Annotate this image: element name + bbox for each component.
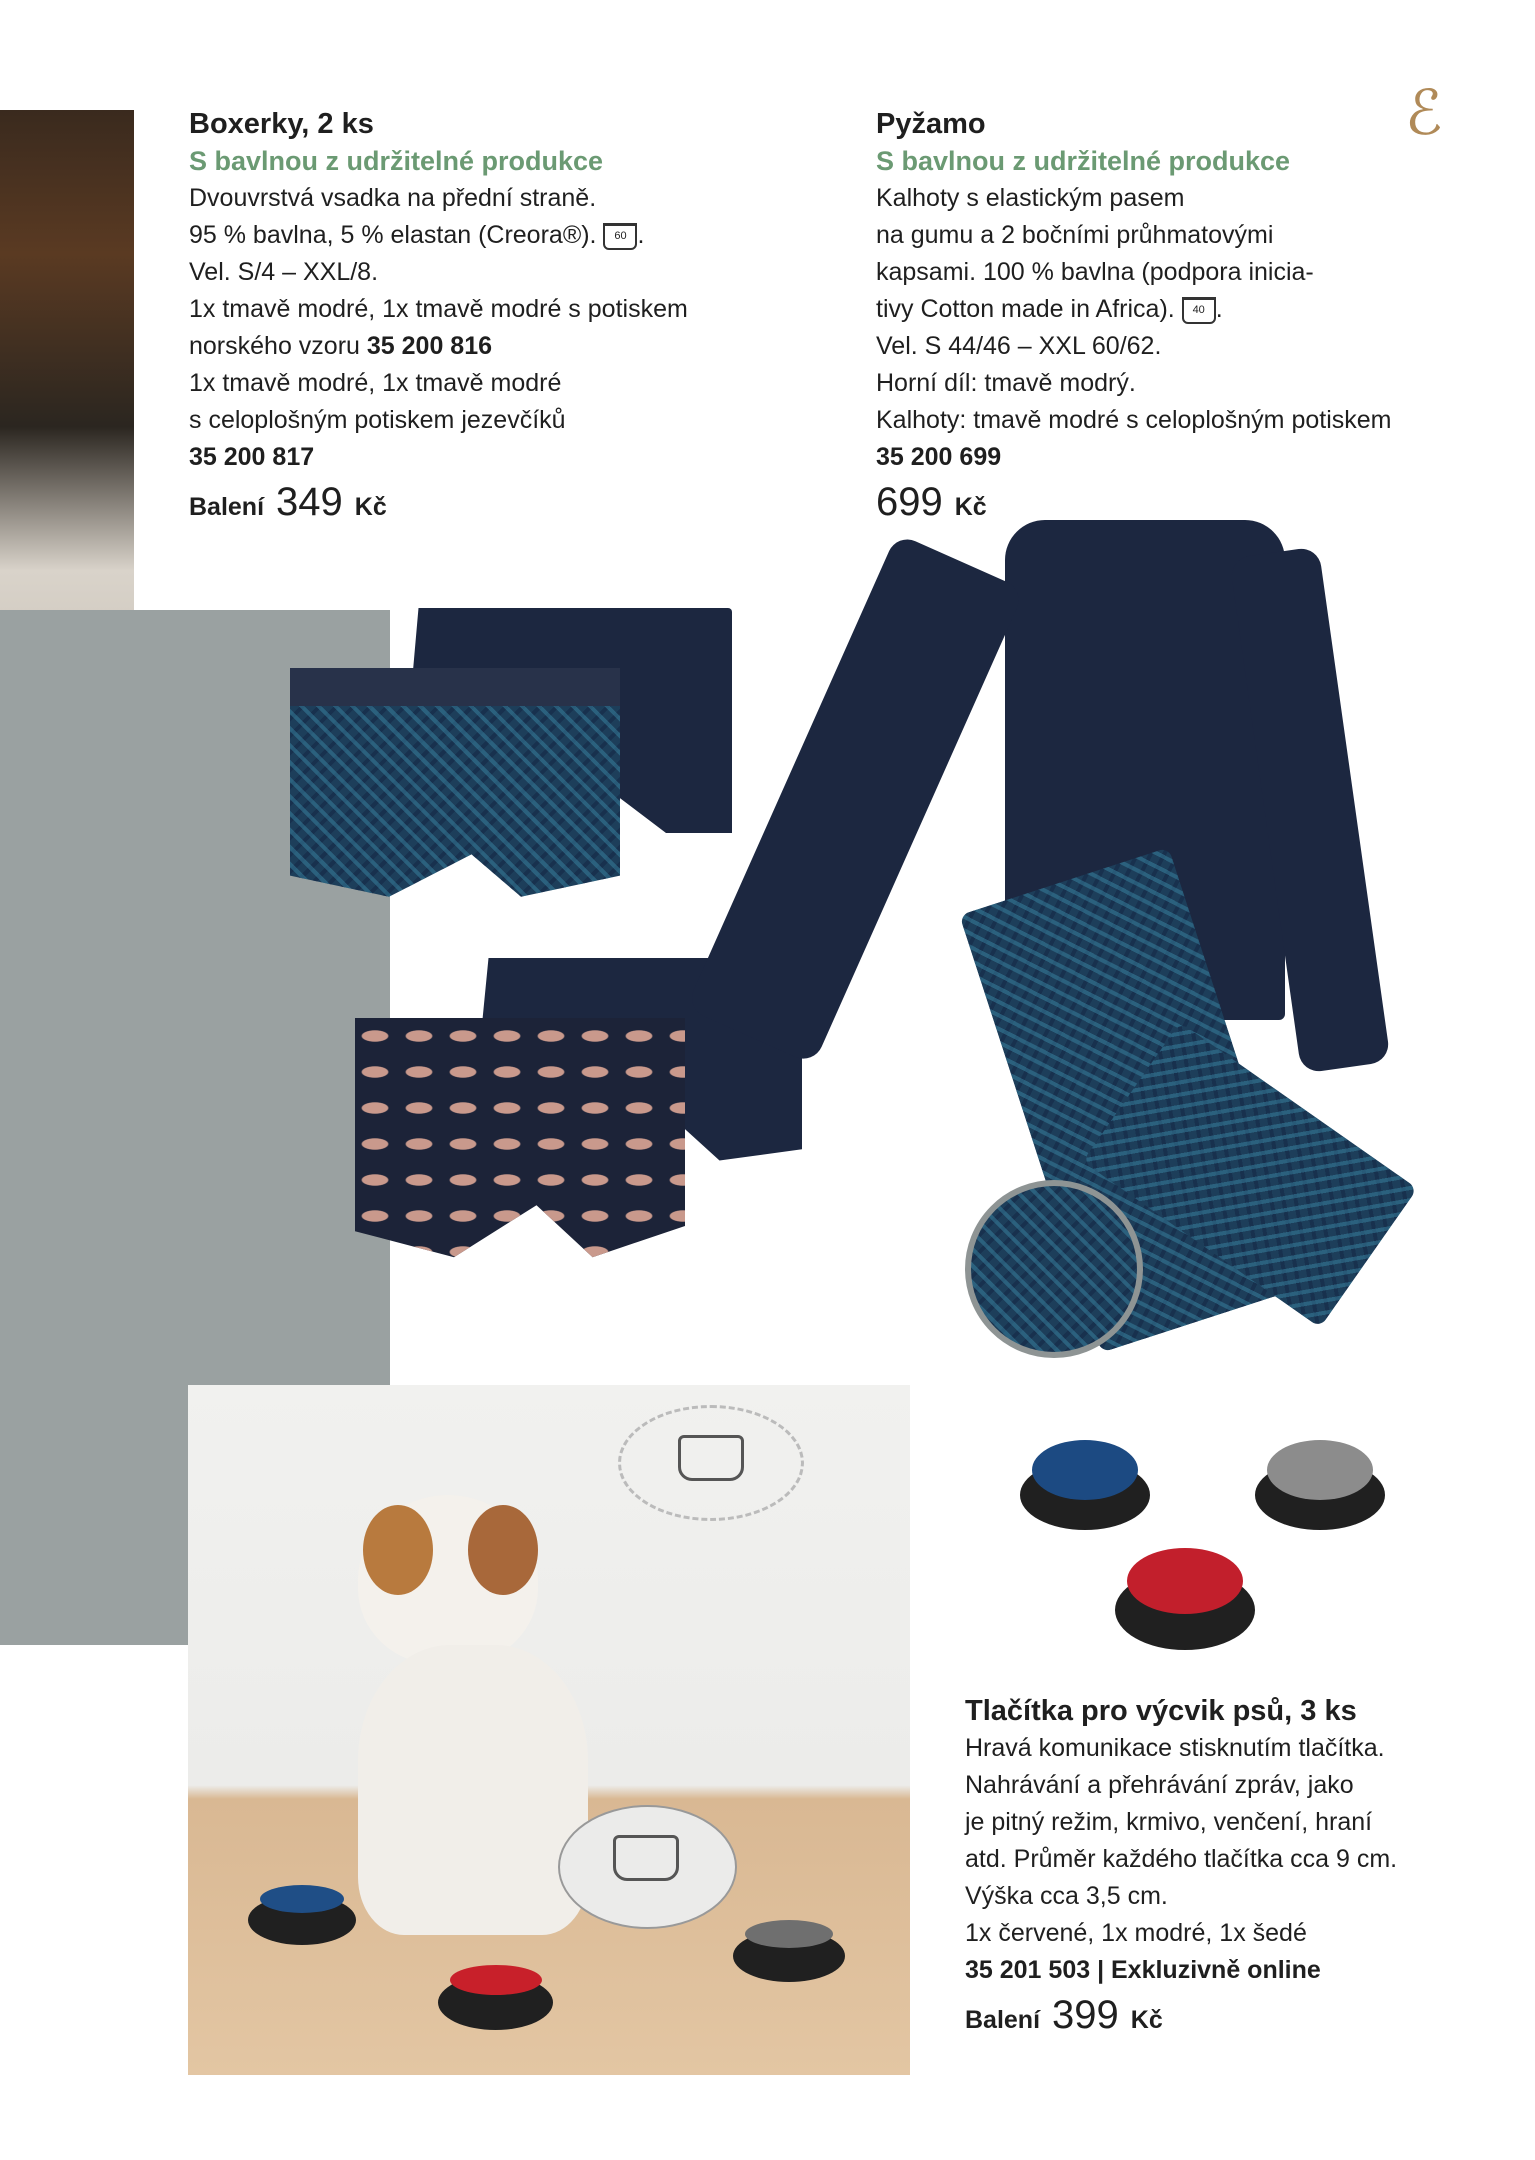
- boxers-line: s celoplošným potiskem jezevčíků: [189, 406, 566, 434]
- boxers-line: 1x tmavě modré, 1x tmavě modré s potiskem: [189, 295, 688, 323]
- boxers-norwegian-front: [290, 668, 620, 918]
- dog-ear-left: [363, 1505, 433, 1595]
- dog-buttons-line: je pitný režim, krmivo, venčení, hraní: [965, 1808, 1373, 1836]
- dog-buttons-line: atd. Průměr každého tlačítka cca 9 cm.: [965, 1845, 1398, 1873]
- product-button-grey-top: [1267, 1440, 1373, 1500]
- pyjama-line: Vel. S 44/46 – XXL 60/62.: [876, 332, 1162, 360]
- dog-ear-right: [468, 1505, 538, 1595]
- dog-buttons-line: Výška cca 3,5 cm.: [965, 1882, 1168, 1910]
- dog-buttons-title: Tlačítka pro výcvik psů, 3 ks: [965, 1695, 1357, 1727]
- dog-buttons-image: [1010, 1420, 1410, 1660]
- boxers-line: 1x tmavě modré, 1x tmavě modré: [189, 369, 562, 397]
- dog-buttons-line: Hravá komunikace stisknutím tlačítka.: [965, 1734, 1385, 1762]
- training-button-red-top: [450, 1965, 542, 1995]
- boxers-code-1: 35 200 816: [366, 332, 493, 360]
- pyjama-line: Horní díl: tmavě modrý.: [876, 369, 1136, 397]
- pyjama-code: 35 200 699: [876, 443, 1002, 471]
- product-button-blue-top: [1032, 1440, 1138, 1500]
- pyjama-line: kapsami. 100 % bavlna (podpora inicia-: [876, 258, 1314, 286]
- wash-40-icon: 40: [1182, 297, 1216, 324]
- pyjama-description: [876, 106, 1436, 526]
- boxers-price: Balení 349 Kč: [189, 480, 387, 524]
- food-bowl-icon: [613, 1835, 679, 1881]
- brand-logo-icon: ℰ: [1405, 76, 1443, 149]
- pyjama-image: [885, 510, 1445, 1330]
- training-button-grey-top: [745, 1920, 833, 1948]
- boxers-description: [189, 106, 749, 526]
- boxers-subtitle: S bavlnou z udržitelné produkce: [189, 146, 604, 176]
- pyjama-subtitle: S bavlnou z udržitelné produkce: [876, 146, 1291, 176]
- pyjama-line: na gumu a 2 bočními průhmatovými: [876, 221, 1274, 249]
- food-bowl-icon: [678, 1435, 744, 1481]
- wash-60-icon: 60: [603, 223, 637, 250]
- pyjama-line: Kalhoty s elastickým pasem: [876, 184, 1185, 212]
- boxers-code-2: 35 200 817: [189, 443, 315, 471]
- boxers-line: Vel. S/4 – XXL/8.: [189, 258, 379, 286]
- boxers-dachshund-front: [355, 1018, 685, 1278]
- pyjama-line: tivy Cotton made in Africa). 40 .: [876, 295, 1223, 323]
- dog-buttons-line: 1x červené, 1x modré, 1x šedé: [965, 1919, 1307, 1947]
- boxers-title: Boxerky, 2 ks: [189, 108, 374, 140]
- boxers-line: norského vzoru 35 200 816: [189, 332, 493, 360]
- pyjama-title: Pyžamo: [876, 108, 986, 140]
- product-button-red-top: [1127, 1548, 1243, 1614]
- boxers-line: 95 % bavlna, 5 % elastan (Creora®). 60 .: [189, 221, 645, 249]
- dog-body: [358, 1645, 588, 1935]
- training-button-blue-top: [260, 1885, 344, 1913]
- dog-buttons-line: Nahrávání a přehrávání zpráv, jako: [965, 1771, 1354, 1799]
- fabric-detail-circle: [965, 1180, 1143, 1358]
- dog-buttons-price: Balení 399 Kč: [965, 1993, 1163, 2037]
- dog-buttons-description: [965, 1693, 1485, 2039]
- boxers-line: Dvouvrstvá vsadka na přední straně.: [189, 184, 597, 212]
- dog-buttons-code: 35 201 503 | Exkluzivně online: [965, 1956, 1321, 1984]
- pyjama-line: Kalhoty: tmavě modré s celoplošným potiskem: [876, 406, 1392, 434]
- pyjama-price: 699 Kč: [876, 480, 987, 524]
- dog-training-photo: [188, 1385, 910, 2075]
